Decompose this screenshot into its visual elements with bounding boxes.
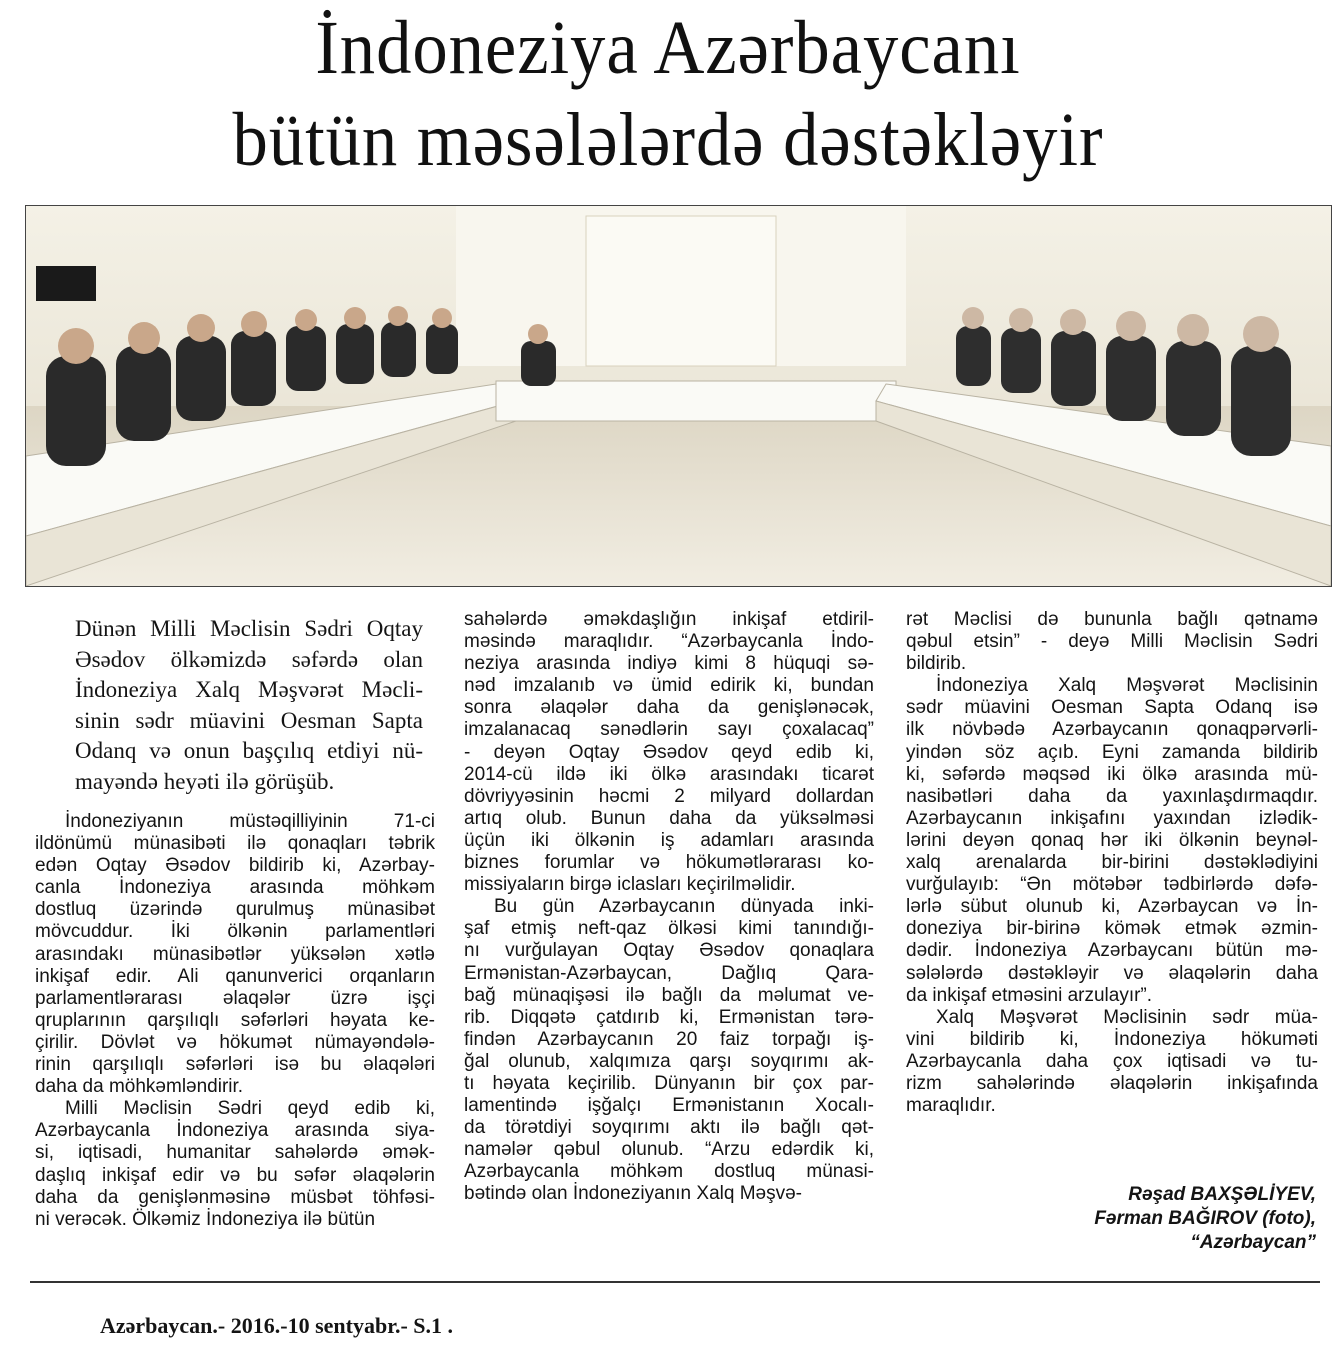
text-line: daha da möhkəmləndirir. — [35, 1076, 244, 1098]
text-line: da inkişaf etməsini arzulayır”. — [906, 984, 1153, 1006]
text-line: - deyən Oqtay Əsədov qeyd edib ki, — [464, 741, 874, 763]
paragraph — [35, 1098, 435, 1231]
text-line: Xalq Məşvərət Məclisinin sədr müa- — [936, 1006, 1318, 1028]
text-line: bətində olan İndoneziyanın Xalq Məşvə- — [464, 1183, 803, 1205]
text-line: dövriyyəsinin həcmi 2 milyard dollardan — [464, 785, 874, 807]
text-line: doneziya bir-birinə kömək etmək əzmin- — [906, 918, 1318, 940]
text-line: Azərbaycanla möhkəm dostluq münasi- — [464, 1161, 874, 1183]
paragraph — [906, 1007, 1318, 1117]
headline-line-2: bütün məsələlərdə dəstəkləyir — [232, 98, 1104, 182]
text-line: canla İndoneziya arasında möhkəm — [35, 877, 435, 899]
text-line: Milli Məclisin Sədri qeyd edib ki, — [65, 1098, 435, 1120]
article-lead — [75, 614, 423, 797]
text-line: nı vurğulayan Oqtay Əsədov qonaqlara — [464, 940, 874, 962]
text-line: si, iqtisadi, humanitar sahələrdə əmək- — [35, 1142, 435, 1164]
text-line: bağ münaqişəsi ilə bağlı da məlumat ve- — [464, 984, 874, 1006]
text-line: vini bildirib ki, İndoneziya hökuməti — [906, 1028, 1318, 1050]
text-line: namələr qəbul olunub. “Arzu edərdik ki, — [464, 1139, 874, 1161]
text-line: neziya arasında indiyə kimi 8 hüquqi sə- — [464, 653, 874, 675]
text-line: sahələrdə əməkdaşlığın inkişaf etdiril- — [464, 609, 874, 630]
text-line: findən Azərbaycanın 20 faiz torpağı iş- — [464, 1028, 874, 1050]
text-line: maraqlıdır. — [906, 1095, 996, 1117]
text-line: üçün iki ölkənin iş adamları arasında — [464, 829, 874, 851]
text-line: arasındakı münasibətlər yüksələn xətlə — [35, 943, 435, 965]
text-line: ilk növbədə Azərbaycanın qonaqpərvərli- — [906, 719, 1318, 741]
text-line: ildönümü münasibəti ilə qonaqları təbrik — [35, 833, 435, 855]
text-line: ki, səfərdə məqsəd iki ölkə arasında mü- — [906, 763, 1318, 785]
text-line: məsində maraqlıdır. “Azərbaycanla İndo- — [464, 631, 874, 653]
text-line: Bu gün Azərbaycanın dünyada inki- — [494, 896, 874, 918]
text-line: sələlərdə dəstəkləyir və əlaqələrin daha — [906, 962, 1318, 984]
text-line: mövcuddur. İki ölkənin parlamentləri — [35, 921, 435, 943]
article-column-2 — [464, 609, 874, 1206]
lead-line: Dünən Milli Məclisin Sədri Oqtay — [75, 616, 423, 641]
text-line: yindən söz açıb. Eyni zamanda bildirib — [906, 741, 1318, 763]
text-line: xalq arenalarda bir-birini dəstəklədiyini — [906, 852, 1318, 874]
article-photo — [25, 205, 1332, 587]
text-line: ğal olunub, xalqımıza qarşı soyqırımı ak- — [464, 1050, 874, 1072]
text-line: dədir. İndoneziya Azərbaycanı bütün mə- — [906, 940, 1318, 962]
text-line: daha da genişlənməsinə müsbət töhfəsi- — [35, 1186, 435, 1208]
bottom-rule — [30, 1281, 1320, 1283]
byline-photographer: Fərman BAĞIROV (foto), — [1094, 1208, 1316, 1229]
article-column-3 — [906, 609, 1318, 1117]
source-citation: Azərbaycan.- 2016.-10 sentyabr.- S.1 . — [100, 1313, 453, 1338]
text-line: sonra əlaqələr daha da genişlənəcək, — [464, 697, 874, 719]
paragraph — [35, 811, 435, 1098]
text-line: tı həyata keçirilib. Dünyanın bir çox par- — [464, 1072, 874, 1094]
text-line: lərlə sübut olunub ki, Azərbaycan və İn- — [906, 896, 1318, 918]
text-line: missiyaların birgə iclasları keçirilməlidir. — [464, 874, 796, 896]
text-line: bildirib. — [906, 653, 967, 675]
text-line: çirilir. Dövlət və hökumət nümayəndələ- — [35, 1031, 435, 1053]
text-line: nəd imzalanıb və ümid edirik ki, bundan — [464, 675, 874, 697]
text-line: parlamentlərarası əlaqələr üzrə işçi — [35, 987, 435, 1009]
text-line: edən Oqtay Əsədov bildirib ki, Azərbay- — [35, 855, 435, 877]
text-line: lərini deyən qonaq hər iki ölkənin beynəl- — [906, 829, 1318, 851]
text-line: da törətdiyi soyqırımı aktı ilə bağlı qət- — [464, 1117, 874, 1139]
paragraph — [464, 896, 874, 1205]
headline-line-1: İndoneziya Azərbaycanı — [315, 6, 1021, 90]
text-line: ni verəcək. Ölkəmiz İndoneziya ilə bütün — [35, 1208, 376, 1230]
text-line: Azərbaycanla İndoneziya arasında siya- — [35, 1120, 435, 1142]
text-line: İndoneziyanın müstəqilliyinin 71-ci — [65, 811, 435, 832]
text-line: daşlıq inkişaf edir və bu səfər əlaqələrin — [35, 1164, 435, 1186]
text-line: Azərbaycanla daha çox iqtisadi və tu- — [906, 1050, 1318, 1072]
paragraph — [906, 609, 1318, 675]
text-line: lamentində işğalçı Ermənistanın Xocalı- — [464, 1095, 874, 1117]
text-line: İndoneziya Xalq Məşvərət Məclisinin — [936, 675, 1318, 697]
lead-line: Əsədov ölkəmizdə səfərdə olan — [75, 646, 423, 672]
lead-line: Odanq və onun başçılıq etdiyi nü- — [75, 738, 423, 763]
lead-line: sinin sədr müavini Oesman Sapta — [75, 707, 423, 733]
lead-line: İndoneziya Xalq Məşvərət Məcli- — [75, 677, 423, 702]
text-line: dostluq üzərində qurulmuş münasibət — [35, 899, 435, 921]
paragraph — [906, 675, 1318, 1006]
text-line: vurğulayıb: “Ən mötəbər tədbirlərdə dəfə- — [906, 874, 1318, 896]
article-column-1 — [35, 811, 435, 1231]
text-line: rizm sahələrində əlaqələrin inkişafında — [906, 1072, 1318, 1094]
text-line: biznes forumlar və hökumətlərarası ko- — [464, 852, 874, 874]
lead-line: mayəndə heyəti ilə görüşüb. — [75, 768, 335, 794]
text-line: artıq olub. Bunun daha da yüksəlməsi — [464, 807, 874, 829]
byline-newspaper: “Azərbaycan” — [1190, 1232, 1316, 1253]
paragraph — [464, 609, 874, 896]
text-line: 2014-cü ildə iki ölkə arasındakı ticarət — [464, 763, 874, 785]
text-line: Azərbaycanın inkişafını yaxından izlədik- — [906, 807, 1318, 829]
byline-author: Rəşad BAXŞƏLİYEV, — [1128, 1184, 1316, 1205]
text-line: imzalanacaq sənədlərin sayı çoxalacaq” — [464, 719, 874, 741]
text-line: qruplarının qarşılıqlı səfərləri həyata ke- — [35, 1009, 435, 1031]
text-line: şaf etmiş neft-qaz ölkəsi kimi tanındığı- — [464, 918, 874, 940]
text-line: nasibətləri daha da yaxınlaşdırmaqdır. — [906, 785, 1318, 807]
text-line: Ermənistan-Azərbaycan, Dağlıq Qara- — [464, 962, 874, 984]
text-line: rinin qarşılıqlı səfərləri isə bu əlaqələri — [35, 1054, 435, 1076]
article-byline — [1094, 1183, 1316, 1255]
text-line: sədr müavini Oesman Sapta Odanq isə — [906, 697, 1318, 719]
text-line: qəbul etsin” - deyə Milli Məclisin Sədri — [906, 631, 1318, 653]
text-line: rib. Diqqətə çatdırıb ki, Ermənistan tərə- — [464, 1006, 874, 1028]
text-line: inkişaf edir. Ali qanunverici orqanların — [35, 965, 435, 987]
text-line: rət Məclisi də bununla bağlı qətnamə — [906, 609, 1318, 630]
